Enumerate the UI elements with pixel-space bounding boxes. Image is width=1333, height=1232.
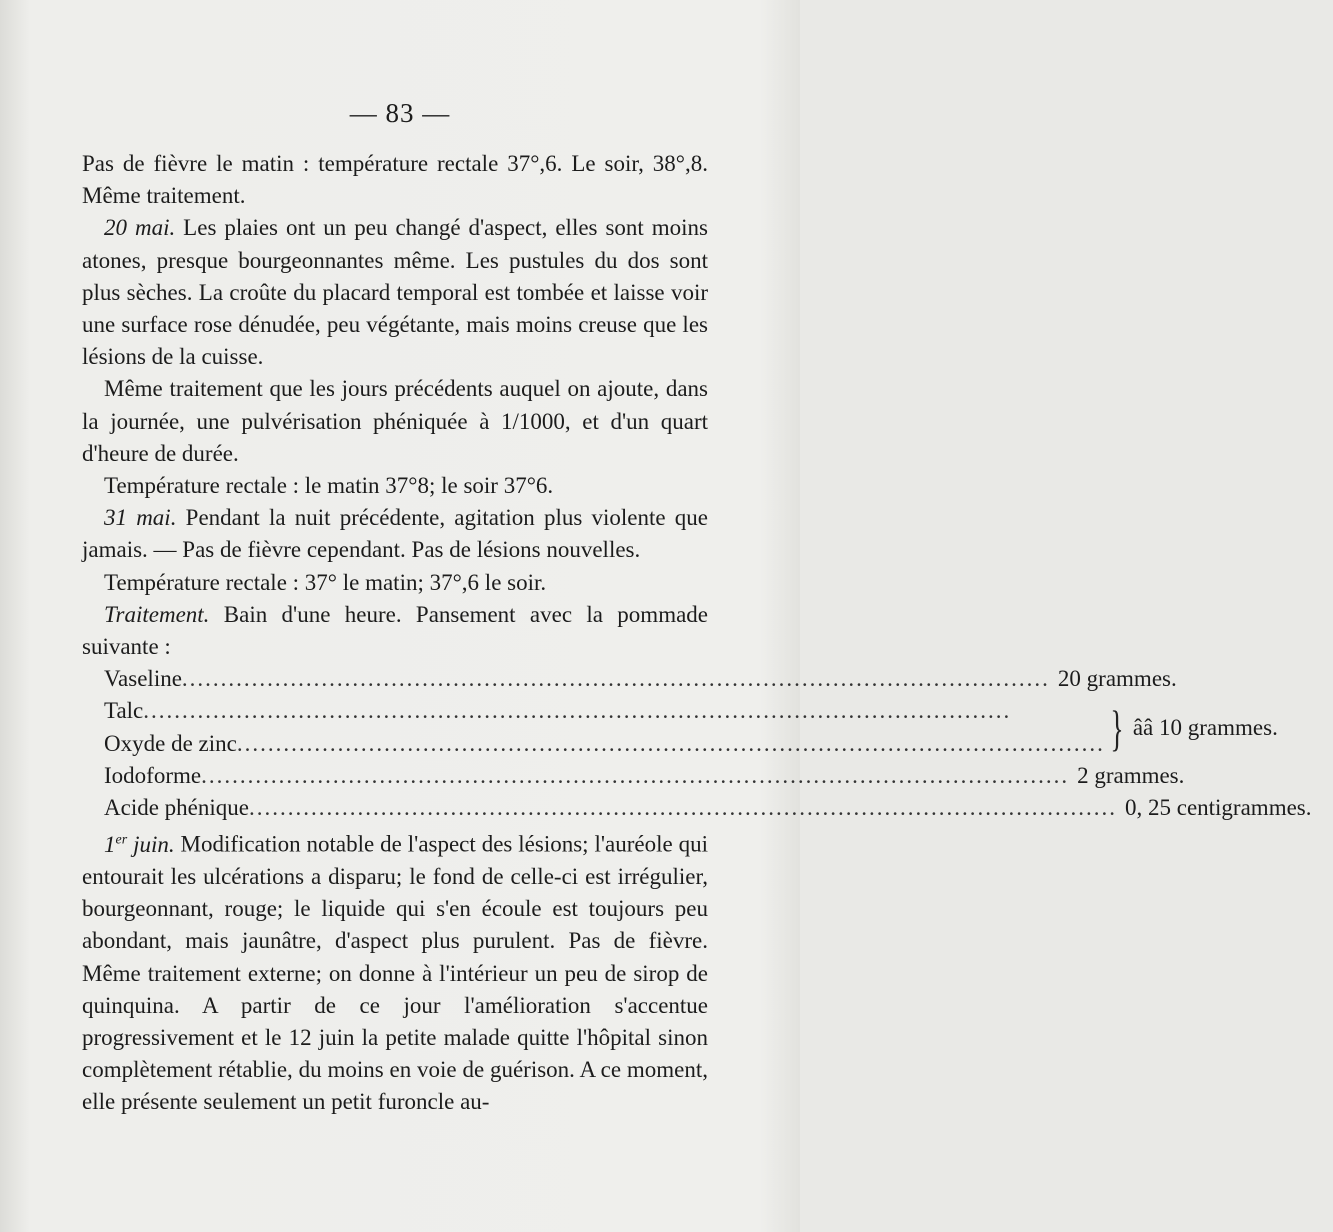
brace: } [1110, 699, 1124, 756]
paragraph-treatment: Même traitement que les jours précédents auquel on ajoute, dans la journée, une pulvérisation phéniquée à 1/1000, et d'un quart d'heure de durée. [82, 376, 708, 466]
ingredient-quantity: 0, 25 centigrammes. [1124, 795, 1312, 820]
label-traitement: Traitement. [104, 601, 210, 627]
recipe-row-vaseline [104, 663, 1177, 695]
date-number: 1 [104, 831, 116, 857]
paragraph-20-mai [82, 212, 708, 373]
leader-dots [201, 760, 1069, 792]
ingredient-quantity: ââ 10 grammes. [1132, 714, 1278, 740]
paragraph-temperature-1: Température rectale : le matin 37°8; le soir 37°6. [104, 473, 554, 499]
paragraph-1er-juin-text: Modification notable de l'aspect des lésions; l'auréole qui entourait les ulcérations a disparu; le fond de celle-ci est irrégulier, bourgeonnant, rouge; le liquide qui s'en écoule est toujours peu abondant, mais jaunâtre, d'aspect plus purulent. Pas de fièvre. Même traitement externe; on donne à l'intérieur un peu de sirop de quinquina. A partir de ce jour l'amélioration s'accentue progressivement et le 12 juin la petite malade quitte l'hôpital sinon complètement rétablie, du moins en voie de guérison. A ce moment, elle présente seulement un petit furoncle au- [82, 831, 708, 1115]
paragraph-traitement-text: Bain d'une heure. Pansement avec la pommade suivante : [82, 601, 708, 660]
ingredient-name: Talc [104, 698, 144, 724]
ingredient-name: Oxyde de zinc [104, 730, 237, 756]
paragraph-31-mai-text: Pendant la nuit précédente, agitation plus violente que jamais. — Pas de fièvre cependant. Pas de lésions nouvelles. [82, 505, 708, 563]
group-lines [104, 695, 1105, 759]
ingredient-quantity: 20 grammes. [1057, 666, 1177, 692]
date-20-mai: 20 mai. [104, 215, 176, 241]
body-text [82, 148, 1312, 1119]
date-31-mai: 31 mai. [104, 505, 177, 531]
recipe-row-oxyde [104, 728, 1105, 760]
recipe-row-acide [104, 792, 1312, 824]
date-superscript: er [115, 832, 128, 848]
leader-dots [237, 728, 1105, 760]
ingredient-name: Acide phénique [104, 795, 249, 820]
paragraph-traitement [82, 599, 708, 663]
paragraph-1er-juin [82, 824, 708, 1118]
recipe-list [82, 663, 1312, 824]
paragraph-31-mai [82, 502, 708, 566]
recipe-row-talc [104, 695, 1105, 727]
date-month: juin. [127, 831, 175, 857]
page-number: — 83 — [349, 98, 451, 128]
leader-dots [143, 695, 1105, 727]
leader-dots [182, 663, 1050, 695]
date-1er-juin [104, 832, 175, 857]
recipe-row-iodoforme [104, 760, 1185, 792]
ingredient-name: Vaseline [104, 666, 182, 692]
ingredient-quantity: 2 grammes. [1077, 762, 1185, 788]
recipe-group-talc-zinc [104, 695, 1278, 759]
paragraph-temperature-2: Température rectale : 37° le matin; 37°,6 le soir. [104, 569, 547, 595]
leader-dots [249, 792, 1117, 824]
ingredient-name: Iodoforme [104, 762, 202, 788]
paragraph-fever: Pas de fièvre le matin : température rectale 37°,6. Le soir, 38°,8. Même traitement. [82, 151, 708, 209]
paragraph-20-mai-text: Les plaies ont un peu changé d'aspect, elles sont moins atones, presque bourgeonnantes même. Les pustules du dos sont plus sèches. La croûte du placard temporal est tombée et laisse voir une surface rose dénudée, peu végétante, mais moins creuse que les lésions de la cuisse. [82, 215, 708, 370]
